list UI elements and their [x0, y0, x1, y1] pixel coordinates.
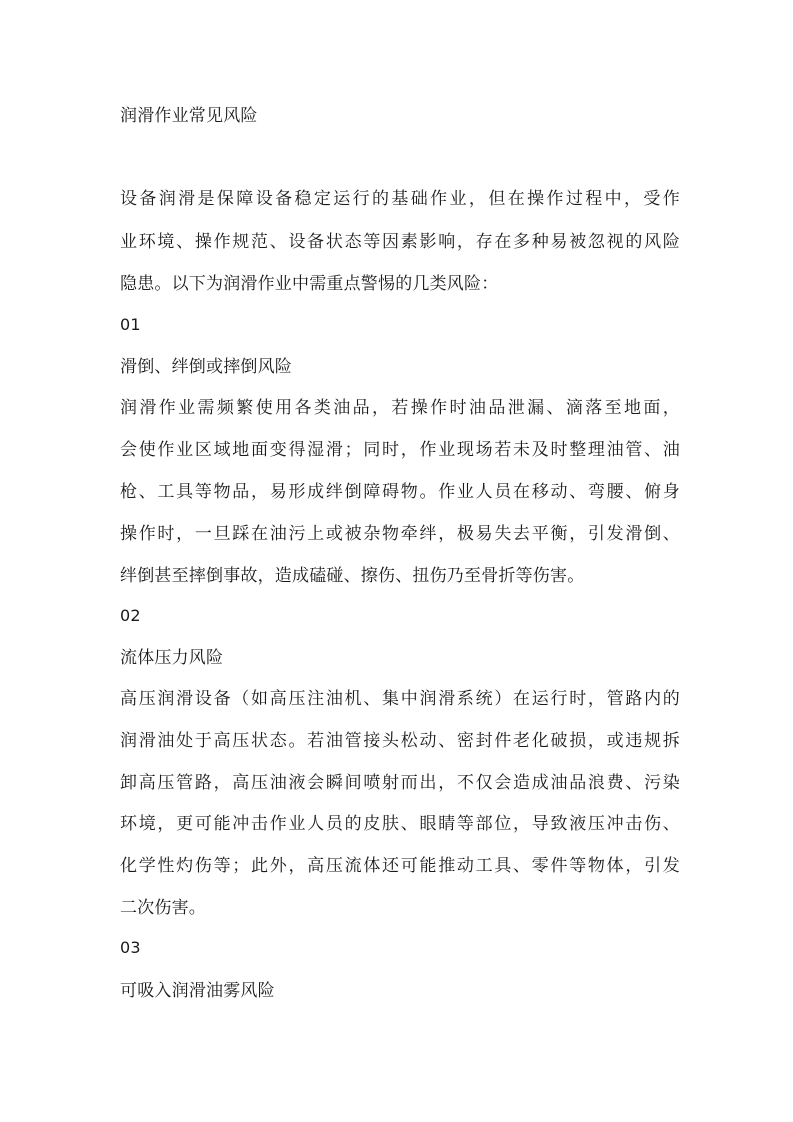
section-02-line-6: 二次伤害。 [120, 898, 206, 918]
section-heading-02: 流体压力风险 [120, 648, 224, 668]
intro-line-1: 设备润滑是保障设备稳定运行的基础作业，但在操作过程中，受作 [120, 189, 680, 209]
section-02-line-5: 化学性灼伤等；此外，高压流体还可能推动工具、零件等物体，引发 [120, 856, 680, 876]
section-02-line-4: 环境，更可能冲击作业人员的皮肤、眼睛等部位，导致液压冲击伤、 [120, 814, 680, 834]
document-title: 润滑作业常见风险 [120, 106, 258, 126]
section-number-01: 01 [120, 315, 141, 334]
section-heading-01: 滑倒、绊倒或摔倒风险 [120, 357, 292, 377]
intro-line-2: 业环境、操作规范、设备状态等因素影响，存在多种易被忽视的风险 [120, 232, 680, 252]
section-02-line-1: 高压润滑设备（如高压注油机、集中润滑系统）在运行时，管路内的 [120, 689, 680, 709]
section-01-line-5: 绊倒甚至摔倒事故，造成磕碰、擦伤、扭伤乃至骨折等伤害。 [120, 566, 585, 586]
section-01-line-4: 操作时，一旦踩在油污上或被杂物牵绊，极易失去平衡，引发滑倒、 [120, 524, 680, 544]
intro-line-3: 隐患。以下为润滑作业中需重点警惕的几类风险： [120, 274, 499, 294]
section-heading-03: 可吸入润滑油雾风险 [120, 981, 275, 1001]
section-01-line-1: 润滑作业需频繁使用各类油品，若操作时油品泄漏、滴落至地面， [120, 398, 680, 418]
section-number-02: 02 [120, 606, 141, 625]
section-01-line-3: 枪、工具等物品，易形成绊倒障碍物。作业人员在移动、弯腰、俯身 [120, 482, 680, 502]
section-number-03: 03 [120, 938, 141, 957]
section-02-line-2: 润滑油处于高压状态。若油管接头松动、密封件老化破损，或违规拆 [120, 731, 680, 751]
section-01-line-2: 会使作业区域地面变得湿滑；同时，作业现场若未及时整理油管、油 [120, 440, 680, 460]
section-02-line-3: 卸高压管路，高压油液会瞬间喷射而出，不仅会造成油品浪费、污染 [120, 773, 680, 793]
